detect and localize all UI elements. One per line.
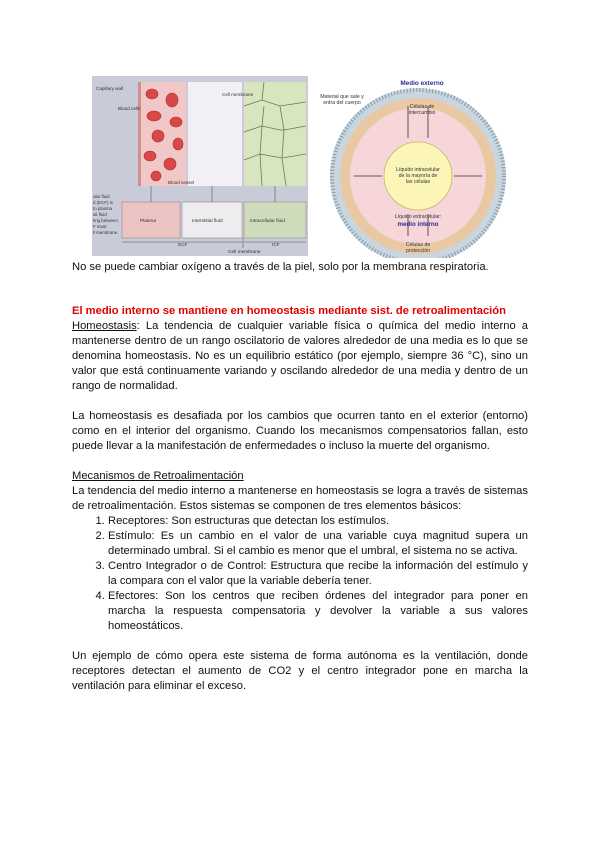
label-blood-cells: Blood cells — [118, 106, 141, 111]
capillary-wall-line — [138, 82, 141, 186]
side-text-line: ial fluid — [93, 212, 107, 217]
elements-list — [72, 514, 528, 634]
label-liquido-extracelular: Líquido extracelular: — [394, 214, 442, 220]
label-intracellular: Intracellular fluid — [250, 219, 285, 224]
list-item-efectores: 4. Efectores: Son los centros que reciben órdenes del integrador para poner en marcha la respuesta compensatoria y devolver la variable a sus valores homeostáticos. — [108, 589, 528, 634]
interstitial-region — [188, 82, 242, 186]
homeostasis-definition: : La tendencia de cualquier variable física o química del medio interno a mantenerse dentro de un rango oscilatorio de valores alrededor de una media es lo que se denomina homeostasis. No es un equilibrio estático (por ejemplo, siempre 36 °C), sino un valor que está continuamente variando y oscilando alrededor de una media y dentro de un rango de normalidad. — [72, 320, 528, 392]
label-celulas-intercambio-1: Células de — [409, 104, 435, 110]
section-heading: El medio interno se mantiene en homeostasis mediante sist. de retroalimentación — [72, 305, 506, 317]
label-blood-vessel: Blood vessel — [168, 180, 195, 185]
side-text-line: ll membrane. — [93, 230, 119, 235]
label-celulas-proteccion-2: protección — [406, 248, 430, 254]
tissue-cells-region — [244, 82, 306, 186]
label-interstitial: Interstitial fluid — [192, 219, 223, 224]
mechanisms-title: Mecanismos de Retroalimentación — [72, 470, 244, 482]
label-icf: ICF — [272, 243, 280, 248]
side-text-line: to plasma — [93, 206, 113, 211]
label-liquido-intracelular-1: Líquido intracelular — [396, 167, 440, 173]
label-cell-membrane: Cell membrane — [222, 92, 254, 97]
blood-cell — [152, 130, 164, 142]
label-liquido-intracelular-2: de la mayoría de — [398, 173, 438, 179]
list-item-receptores: 1. Receptores: Son estructuras que detectan los estímulos. — [108, 514, 528, 529]
spacer — [72, 634, 528, 649]
mechanisms-intro: La tendencia del medio interno a mantenerse en homeostasis se logra a través de sistemas de retroalimentación. Estos sistemas se componen de tres elementos básicos: — [72, 485, 528, 512]
blood-cell — [146, 89, 158, 99]
label-plasma: Plasma — [140, 219, 156, 224]
spacer — [72, 394, 528, 409]
side-text-line: ular fluid — [93, 194, 110, 199]
list-item-centro-integrador: 3. Centro Integrador o de Control: Estructura que recibe la información del estímulo y la compara con el valor que la variable debería tener. — [108, 559, 528, 589]
fluid-compartments-svg — [92, 76, 308, 256]
homeostasis-term: Homeostasis — [72, 320, 137, 332]
label-medio-externo: Medio externo — [400, 80, 444, 87]
challenge-paragraph: La homeostasis es desafiada por los cambios que ocurren tanto en el exterior (entorno) como en el interior del organismo. Cuando los mecanismos compensatorios fallan, esto puede llevar a la manifestación de enfermedades o incluso la muerte del organismo. — [72, 410, 528, 452]
side-text-line: d (ECF) is — [93, 200, 113, 205]
blood-cell — [166, 93, 178, 107]
blood-cell — [144, 151, 156, 161]
blood-cell — [170, 117, 182, 127]
label-material-2: entra del cuerpo — [323, 100, 361, 106]
internal-environment-svg — [312, 76, 522, 258]
label-ecf: ECF — [178, 243, 188, 248]
label-liquido-intracelular-3: las células — [405, 179, 431, 185]
blood-cell — [151, 171, 161, 181]
blood-cell — [173, 138, 183, 150]
list-item-estimulo: 2. Estímulo: Es un cambio en el valor de una variable cuya magnitud supera un determinado umbral. Si el cambio es menor que el umbral, el sistema no se activa. — [108, 529, 528, 559]
label-cell-membrane-bottom: Cell membrane — [228, 250, 261, 255]
homeostasis-paragraph — [72, 319, 528, 394]
document-body — [72, 304, 528, 694]
blood-cell — [164, 158, 176, 170]
label-celulas-proteccion-1: Células de — [405, 242, 431, 248]
blood-cell — [147, 111, 161, 121]
side-text-line: ting between — [93, 218, 118, 223]
internal-environment-figure — [312, 76, 522, 258]
label-medio-interno: medio interno — [397, 221, 439, 228]
spacer — [72, 454, 528, 469]
figure-caption: No se puede cambiar oxígeno a través de la piel, solo por la membrana respiratoria. — [72, 261, 489, 273]
fluid-compartments-figure — [92, 76, 308, 256]
example-paragraph: Un ejemplo de cómo opera este sistema de forma autónoma es la ventilación, donde receptores detectan el aumento de CO2 y el centro integrador pone en marcha la ventilación para eliminar el exceso. — [72, 650, 528, 692]
side-text-line: F must — [93, 224, 107, 229]
label-capillary-wall: Capillary wall — [96, 86, 124, 91]
label-celulas-intercambio-2: intercambio — [408, 110, 436, 116]
label-material-1: Material que sale y — [320, 94, 364, 100]
